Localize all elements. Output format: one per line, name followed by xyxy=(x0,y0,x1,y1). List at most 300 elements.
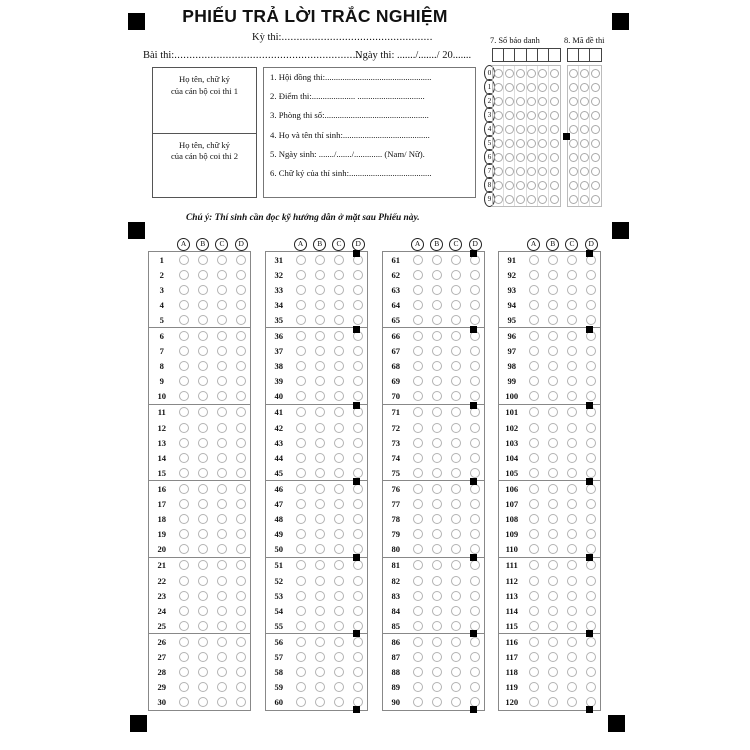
answer-bubble-b[interactable] xyxy=(427,682,446,692)
answer-bubble-d[interactable] xyxy=(231,453,250,463)
answer-bubble-a[interactable] xyxy=(175,285,194,295)
answer-bubble-c[interactable] xyxy=(446,346,465,356)
answer-row[interactable] xyxy=(499,420,600,435)
answer-bubble-b[interactable] xyxy=(427,285,446,295)
answer-bubble-b[interactable] xyxy=(427,315,446,325)
answer-row[interactable] xyxy=(149,374,250,389)
answer-bubble-a[interactable] xyxy=(175,637,194,647)
answer-row[interactable] xyxy=(383,297,484,312)
answer-bubble-a[interactable] xyxy=(292,255,311,265)
answer-bubble-a[interactable] xyxy=(292,499,311,509)
exam-code-bubble[interactable] xyxy=(579,122,590,136)
answer-bubble-b[interactable] xyxy=(427,468,446,478)
answer-bubble-b[interactable] xyxy=(310,453,329,463)
sbd-bubble[interactable] xyxy=(515,164,526,178)
sbd-bubble[interactable] xyxy=(549,94,560,108)
answer-bubble-a[interactable] xyxy=(525,499,544,509)
answer-bubble-a[interactable] xyxy=(292,376,311,386)
answer-row[interactable] xyxy=(499,695,600,710)
answer-bubble-c[interactable] xyxy=(329,652,348,662)
answer-bubble-b[interactable] xyxy=(193,346,212,356)
sbd-bubble[interactable] xyxy=(504,80,515,94)
sbd-write-cell[interactable] xyxy=(527,49,538,61)
sbd-bubble[interactable] xyxy=(549,80,560,94)
answer-bubble-a[interactable] xyxy=(525,391,544,401)
exam-code-bubble[interactable] xyxy=(568,178,579,192)
sbd-bubble[interactable] xyxy=(504,66,515,80)
answer-bubble-c[interactable] xyxy=(329,300,348,310)
answer-row[interactable] xyxy=(149,634,250,649)
answer-bubble-c[interactable] xyxy=(446,544,465,554)
answer-bubble-a[interactable] xyxy=(175,606,194,616)
answer-row[interactable] xyxy=(499,665,600,680)
answer-bubble-a[interactable] xyxy=(292,576,311,586)
answer-bubble-d[interactable] xyxy=(465,652,484,662)
sbd-bubble[interactable] xyxy=(538,136,549,150)
answer-bubble-b[interactable] xyxy=(427,391,446,401)
answer-bubble-a[interactable] xyxy=(175,697,194,707)
answer-bubble-a[interactable] xyxy=(175,591,194,601)
answer-bubble-d[interactable] xyxy=(348,376,367,386)
answer-bubble-b[interactable] xyxy=(193,621,212,631)
answer-row[interactable] xyxy=(383,405,484,420)
answer-bubble-b[interactable] xyxy=(543,591,562,601)
answer-bubble-b[interactable] xyxy=(310,576,329,586)
sbd-write-cell[interactable] xyxy=(493,49,504,61)
answer-bubble-a[interactable] xyxy=(292,391,311,401)
answer-bubble-a[interactable] xyxy=(175,484,194,494)
answer-bubble-a[interactable] xyxy=(292,453,311,463)
answer-bubble-d[interactable] xyxy=(231,438,250,448)
answer-bubble-d[interactable] xyxy=(231,560,250,570)
answer-bubble-a[interactable] xyxy=(175,438,194,448)
answer-bubble-c[interactable] xyxy=(329,667,348,677)
answer-bubble-c[interactable] xyxy=(329,484,348,494)
answer-row[interactable] xyxy=(149,542,250,557)
answer-bubble-d[interactable] xyxy=(231,697,250,707)
answer-bubble-c[interactable] xyxy=(446,697,465,707)
answer-bubble-c[interactable] xyxy=(212,376,231,386)
sbd-bubble[interactable] xyxy=(527,80,538,94)
answer-row[interactable] xyxy=(149,359,250,374)
answer-row[interactable] xyxy=(499,465,600,480)
answer-bubble-b[interactable] xyxy=(310,499,329,509)
answer-bubble-a[interactable] xyxy=(175,315,194,325)
answer-row[interactable] xyxy=(383,665,484,680)
answer-bubble-b[interactable] xyxy=(193,285,212,295)
answer-bubble-b[interactable] xyxy=(310,376,329,386)
answer-bubble-a[interactable] xyxy=(409,484,428,494)
answer-row[interactable] xyxy=(266,374,367,389)
answer-bubble-b[interactable] xyxy=(543,453,562,463)
answer-row[interactable] xyxy=(383,328,484,343)
answer-bubble-c[interactable] xyxy=(562,407,581,417)
answer-bubble-c[interactable] xyxy=(212,300,231,310)
sbd-write-cell[interactable] xyxy=(515,49,526,61)
answer-bubble-b[interactable] xyxy=(427,331,446,341)
answer-bubble-b[interactable] xyxy=(310,652,329,662)
answer-bubble-d[interactable] xyxy=(465,667,484,677)
answer-bubble-a[interactable] xyxy=(175,514,194,524)
answer-row[interactable] xyxy=(383,695,484,710)
answer-bubble-a[interactable] xyxy=(409,361,428,371)
answer-bubble-a[interactable] xyxy=(525,346,544,356)
answer-bubble-d[interactable] xyxy=(581,376,600,386)
answer-bubble-a[interactable] xyxy=(292,346,311,356)
answer-bubble-d[interactable] xyxy=(231,468,250,478)
answer-bubble-c[interactable] xyxy=(212,423,231,433)
answer-bubble-b[interactable] xyxy=(427,652,446,662)
answer-row[interactable] xyxy=(266,481,367,496)
answer-bubble-c[interactable] xyxy=(329,270,348,280)
answer-bubble-d[interactable] xyxy=(581,499,600,509)
answer-row[interactable] xyxy=(149,603,250,618)
answer-bubble-c[interactable] xyxy=(562,544,581,554)
answer-row[interactable] xyxy=(383,542,484,557)
answer-bubble-c[interactable] xyxy=(446,560,465,570)
answer-bubble-b[interactable] xyxy=(427,376,446,386)
answer-bubble-a[interactable] xyxy=(409,682,428,692)
answer-bubble-b[interactable] xyxy=(193,637,212,647)
answer-bubble-a[interactable] xyxy=(292,606,311,616)
answer-bubble-a[interactable] xyxy=(525,621,544,631)
answer-bubble-a[interactable] xyxy=(292,300,311,310)
answer-bubble-b[interactable] xyxy=(543,255,562,265)
answer-bubble-b[interactable] xyxy=(543,637,562,647)
answer-bubble-b[interactable] xyxy=(543,270,562,280)
answer-bubble-b[interactable] xyxy=(310,331,329,341)
exam-code-bubble[interactable] xyxy=(568,66,579,80)
answer-bubble-d[interactable] xyxy=(231,637,250,647)
sbd-bubble[interactable] xyxy=(515,178,526,192)
sbd-bubble[interactable] xyxy=(527,94,538,108)
proctor-2-cell[interactable] xyxy=(153,133,256,198)
answer-row[interactable] xyxy=(266,649,367,664)
answer-bubble-b[interactable] xyxy=(193,576,212,586)
answer-bubble-b[interactable] xyxy=(193,315,212,325)
answer-bubble-c[interactable] xyxy=(446,376,465,386)
answer-bubble-c[interactable] xyxy=(329,697,348,707)
answer-bubble-b[interactable] xyxy=(543,682,562,692)
answer-bubble-d[interactable] xyxy=(581,667,600,677)
answer-bubble-b[interactable] xyxy=(427,255,446,265)
answer-bubble-c[interactable] xyxy=(329,606,348,616)
answer-bubble-c[interactable] xyxy=(562,270,581,280)
answer-bubble-c[interactable] xyxy=(212,453,231,463)
answer-bubble-d[interactable] xyxy=(581,576,600,586)
answer-bubble-b[interactable] xyxy=(427,270,446,280)
answer-bubble-d[interactable] xyxy=(465,300,484,310)
answer-bubble-b[interactable] xyxy=(310,285,329,295)
answer-bubble-c[interactable] xyxy=(446,361,465,371)
answer-bubble-d[interactable] xyxy=(465,514,484,524)
answer-bubble-c[interactable] xyxy=(329,438,348,448)
answer-bubble-d[interactable] xyxy=(465,637,484,647)
answer-bubble-c[interactable] xyxy=(329,621,348,631)
answer-bubble-a[interactable] xyxy=(525,453,544,463)
answer-row[interactable] xyxy=(149,405,250,420)
answer-row[interactable] xyxy=(499,435,600,450)
answer-bubble-a[interactable] xyxy=(525,544,544,554)
answer-row[interactable] xyxy=(149,649,250,664)
answer-bubble-d[interactable] xyxy=(581,315,600,325)
answer-bubble-a[interactable] xyxy=(175,560,194,570)
answer-row[interactable] xyxy=(383,252,484,267)
answer-row[interactable] xyxy=(149,665,250,680)
sbd-bubble[interactable] xyxy=(515,80,526,94)
sbd-bubble[interactable] xyxy=(538,80,549,94)
answer-bubble-b[interactable] xyxy=(427,514,446,524)
answer-bubble-c[interactable] xyxy=(446,255,465,265)
answer-bubble-a[interactable] xyxy=(409,270,428,280)
answer-bubble-b[interactable] xyxy=(193,514,212,524)
answer-row[interactable] xyxy=(266,512,367,527)
answer-row[interactable] xyxy=(383,512,484,527)
answer-bubble-d[interactable] xyxy=(465,529,484,539)
answer-bubble-b[interactable] xyxy=(310,423,329,433)
answer-bubble-a[interactable] xyxy=(292,331,311,341)
answer-row[interactable] xyxy=(266,389,367,404)
candidate-info-box[interactable] xyxy=(263,67,476,198)
answer-bubble-c[interactable] xyxy=(212,697,231,707)
answer-row[interactable] xyxy=(499,558,600,573)
answer-bubble-c[interactable] xyxy=(446,407,465,417)
answer-bubble-d[interactable] xyxy=(581,544,600,554)
answer-bubble-b[interactable] xyxy=(193,697,212,707)
answer-bubble-a[interactable] xyxy=(409,438,428,448)
answer-bubble-d[interactable] xyxy=(465,499,484,509)
exam-code-bubble[interactable] xyxy=(579,178,590,192)
answer-bubble-d[interactable] xyxy=(581,438,600,448)
answer-bubble-b[interactable] xyxy=(310,407,329,417)
answer-row[interactable] xyxy=(499,312,600,327)
answer-bubble-a[interactable] xyxy=(409,407,428,417)
sbd-bubble[interactable] xyxy=(538,164,549,178)
answer-bubble-d[interactable] xyxy=(581,591,600,601)
answer-row[interactable] xyxy=(266,542,367,557)
sbd-bubble[interactable] xyxy=(493,94,504,108)
sbd-bubble[interactable] xyxy=(549,164,560,178)
answer-bubble-b[interactable] xyxy=(193,361,212,371)
answer-bubble-d[interactable] xyxy=(231,423,250,433)
answer-bubble-d[interactable] xyxy=(581,391,600,401)
exam-code-bubble[interactable] xyxy=(590,178,601,192)
answer-bubble-c[interactable] xyxy=(212,391,231,401)
answer-row[interactable] xyxy=(383,634,484,649)
exam-code-bubble[interactable] xyxy=(590,150,601,164)
sbd-bubble[interactable] xyxy=(538,192,549,206)
answer-bubble-b[interactable] xyxy=(193,652,212,662)
answer-bubble-a[interactable] xyxy=(525,637,544,647)
answer-bubble-a[interactable] xyxy=(292,667,311,677)
answer-bubble-c[interactable] xyxy=(446,529,465,539)
answer-row[interactable] xyxy=(266,527,367,542)
answer-row[interactable] xyxy=(499,618,600,633)
answer-row[interactable] xyxy=(383,497,484,512)
sbd-bubble[interactable] xyxy=(493,150,504,164)
answer-bubble-b[interactable] xyxy=(543,529,562,539)
sbd-bubble[interactable] xyxy=(527,66,538,80)
answer-bubble-c[interactable] xyxy=(212,544,231,554)
answer-row[interactable] xyxy=(383,312,484,327)
answer-bubble-d[interactable] xyxy=(231,621,250,631)
sbd-bubble[interactable] xyxy=(527,178,538,192)
answer-bubble-c[interactable] xyxy=(446,576,465,586)
answer-row[interactable] xyxy=(499,680,600,695)
answer-bubble-b[interactable] xyxy=(427,499,446,509)
answer-bubble-a[interactable] xyxy=(525,560,544,570)
answer-row[interactable] xyxy=(266,267,367,282)
sbd-write-cell[interactable] xyxy=(538,49,549,61)
answer-bubble-a[interactable] xyxy=(175,453,194,463)
answer-bubble-a[interactable] xyxy=(175,346,194,356)
answer-row[interactable] xyxy=(499,649,600,664)
sbd-bubble[interactable] xyxy=(504,150,515,164)
answer-bubble-a[interactable] xyxy=(409,576,428,586)
answer-bubble-b[interactable] xyxy=(543,514,562,524)
answer-bubble-b[interactable] xyxy=(427,544,446,554)
answer-bubble-d[interactable] xyxy=(581,346,600,356)
answer-row[interactable] xyxy=(266,573,367,588)
answer-bubble-a[interactable] xyxy=(525,606,544,616)
answer-bubble-d[interactable] xyxy=(348,652,367,662)
answer-row[interactable] xyxy=(266,328,367,343)
answer-bubble-b[interactable] xyxy=(193,544,212,554)
answer-row[interactable] xyxy=(266,680,367,695)
answer-row[interactable] xyxy=(499,603,600,618)
answer-bubble-b[interactable] xyxy=(193,591,212,601)
proctor-1-cell[interactable] xyxy=(153,68,256,133)
answer-bubble-b[interactable] xyxy=(543,346,562,356)
answer-bubble-d[interactable] xyxy=(348,514,367,524)
answer-bubble-c[interactable] xyxy=(562,621,581,631)
answer-bubble-b[interactable] xyxy=(543,376,562,386)
answer-bubble-d[interactable] xyxy=(231,346,250,356)
answer-bubble-c[interactable] xyxy=(446,591,465,601)
sbd-write-cell[interactable] xyxy=(549,49,560,61)
answer-bubble-c[interactable] xyxy=(562,652,581,662)
answer-bubble-c[interactable] xyxy=(446,682,465,692)
answer-bubble-b[interactable] xyxy=(543,300,562,310)
answer-bubble-a[interactable] xyxy=(175,667,194,677)
answer-row[interactable] xyxy=(499,573,600,588)
answer-row[interactable] xyxy=(499,297,600,312)
answer-bubble-c[interactable] xyxy=(212,606,231,616)
answer-bubble-a[interactable] xyxy=(409,637,428,647)
answer-bubble-a[interactable] xyxy=(409,423,428,433)
answer-bubble-c[interactable] xyxy=(562,361,581,371)
answer-bubble-a[interactable] xyxy=(525,361,544,371)
answer-row[interactable] xyxy=(149,297,250,312)
answer-bubble-c[interactable] xyxy=(212,560,231,570)
answer-bubble-a[interactable] xyxy=(292,621,311,631)
sbd-bubble[interactable] xyxy=(515,122,526,136)
exam-code-bubble[interactable] xyxy=(568,192,579,206)
answer-bubble-c[interactable] xyxy=(562,255,581,265)
answer-bubble-c[interactable] xyxy=(329,407,348,417)
answer-bubble-d[interactable] xyxy=(465,346,484,356)
answer-bubble-c[interactable] xyxy=(562,682,581,692)
answer-bubble-a[interactable] xyxy=(525,484,544,494)
answer-bubble-b[interactable] xyxy=(427,529,446,539)
answer-bubble-c[interactable] xyxy=(329,391,348,401)
answer-row[interactable] xyxy=(149,497,250,512)
answer-bubble-d[interactable] xyxy=(348,453,367,463)
answer-bubble-c[interactable] xyxy=(212,331,231,341)
answer-bubble-d[interactable] xyxy=(348,560,367,570)
answer-bubble-d[interactable] xyxy=(581,453,600,463)
answer-bubble-a[interactable] xyxy=(525,255,544,265)
answer-bubble-c[interactable] xyxy=(329,682,348,692)
answer-bubble-a[interactable] xyxy=(409,667,428,677)
answer-bubble-b[interactable] xyxy=(310,391,329,401)
exam-code-bubble[interactable] xyxy=(568,94,579,108)
sbd-bubble[interactable] xyxy=(493,178,504,192)
answer-bubble-c[interactable] xyxy=(329,544,348,554)
answer-row[interactable] xyxy=(149,344,250,359)
answer-row[interactable] xyxy=(383,374,484,389)
answer-bubble-b[interactable] xyxy=(543,407,562,417)
answer-row[interactable] xyxy=(383,267,484,282)
answer-bubble-d[interactable] xyxy=(231,576,250,586)
answer-bubble-d[interactable] xyxy=(348,606,367,616)
answer-bubble-b[interactable] xyxy=(427,407,446,417)
answer-bubble-c[interactable] xyxy=(446,499,465,509)
exam-code-bubble-grid[interactable] xyxy=(567,65,602,207)
sbd-bubble[interactable] xyxy=(504,122,515,136)
answer-row[interactable] xyxy=(149,435,250,450)
answer-bubble-c[interactable] xyxy=(562,468,581,478)
answer-bubble-b[interactable] xyxy=(310,682,329,692)
answer-bubble-c[interactable] xyxy=(212,468,231,478)
answer-row[interactable] xyxy=(149,527,250,542)
answer-bubble-b[interactable] xyxy=(427,697,446,707)
answer-bubble-d[interactable] xyxy=(465,270,484,280)
sbd-bubble[interactable] xyxy=(549,192,560,206)
answer-bubble-a[interactable] xyxy=(292,423,311,433)
answer-row[interactable] xyxy=(266,588,367,603)
answer-bubble-a[interactable] xyxy=(175,376,194,386)
answer-bubble-c[interactable] xyxy=(446,514,465,524)
answer-bubble-d[interactable] xyxy=(231,270,250,280)
answer-bubble-d[interactable] xyxy=(581,361,600,371)
sbd-bubble[interactable] xyxy=(538,108,549,122)
answer-bubble-c[interactable] xyxy=(562,499,581,509)
answer-bubble-d[interactable] xyxy=(348,270,367,280)
sbd-bubble[interactable] xyxy=(504,164,515,178)
answer-row[interactable] xyxy=(383,649,484,664)
answer-bubble-d[interactable] xyxy=(231,300,250,310)
answer-bubble-b[interactable] xyxy=(543,315,562,325)
answer-bubble-a[interactable] xyxy=(292,591,311,601)
answer-bubble-a[interactable] xyxy=(292,652,311,662)
answer-row[interactable] xyxy=(266,344,367,359)
sbd-bubble[interactable] xyxy=(504,192,515,206)
answer-bubble-b[interactable] xyxy=(543,438,562,448)
answer-bubble-d[interactable] xyxy=(348,591,367,601)
answer-bubble-a[interactable] xyxy=(525,591,544,601)
answer-bubble-c[interactable] xyxy=(562,331,581,341)
answer-bubble-b[interactable] xyxy=(543,560,562,570)
candidate-info-line[interactable]: 4. Họ và tên thí sinh:........................................ xyxy=(270,130,430,140)
answer-bubble-a[interactable] xyxy=(409,315,428,325)
answer-row[interactable] xyxy=(383,603,484,618)
answer-bubble-b[interactable] xyxy=(427,621,446,631)
answer-bubble-b[interactable] xyxy=(427,560,446,570)
answer-bubble-a[interactable] xyxy=(409,376,428,386)
answer-bubble-d[interactable] xyxy=(231,331,250,341)
answer-bubble-b[interactable] xyxy=(193,391,212,401)
